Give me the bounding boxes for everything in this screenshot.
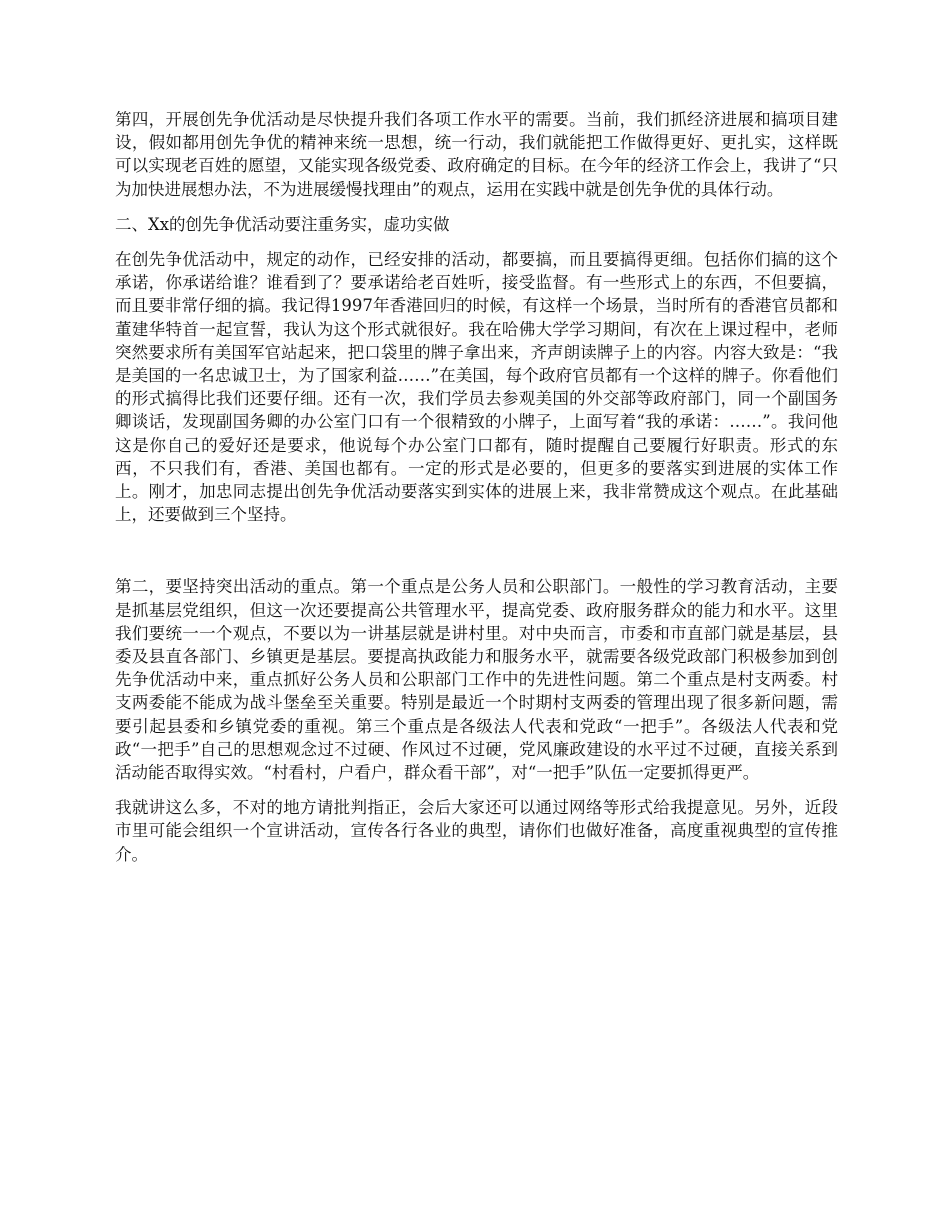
document-body bbox=[115, 108, 838, 866]
section-heading-two: 二、Xx的创先争优活动要注重务实，虚功实做 bbox=[115, 214, 450, 234]
paragraph-second-point: 第二，要坚持突出活动的重点。第一个重点是公务人员和公职部门。一般性的学习教育活动，主要是抓基层党组织，但这一次还要提高公共管理水平，提高党委、政府服务群众的能力和水平。这里我们要统一一个观点，不要以为一讲基层就是讲村里。对中央而言，市委和市直部门就是基层，县委及县直各部门、乡镇更是基层。要提高执政能力和服务水平，就需要各级党政部门积极参加到创先争优活动中来，重点抓好公务人员和公职部门工作中的先进性问题。第二个重点是村支两委。村支两委能不能成为战斗堡垒至关重要。特别是最近一个时期村支两委的管理出现了很多新问题，需要引起县委和乡镇党委的重视。第三个重点是各级法人代表和党政“一把手”。各级法人代表和党政“一把手”自己的思想观念过不过硬、作风过不过硬，党风廉政建设的水平过不过硬，直接关系到活动能否取得实效。“村看村，户看户，群众看干部”，对“一把手”队伍一定要抓得更严。 bbox=[115, 577, 838, 783]
section-spacer bbox=[115, 526, 838, 575]
paragraph-fourth-point: 第四，开展创先争优活动是尽快提升我们各项工作水平的需要。当前，我们抓经济进展和搞项目建设，假如都用创先争优的精神来统一思想，统一行动，我们就能把工作做得更好、更扎实，这样既可以实现老百姓的愿望，又能实现各级党委、政府确定的目标。在今年的经济工作会上，我讲了“只为加快进展想办法，不为进展缓慢找理由”的观点，运用在实践中就是创先争优的具体行动。 bbox=[115, 110, 838, 199]
paragraph-closing: 我就讲这么多，不对的地方请批判指正，会后大家还可以通过网络等形式给我提意见。另外，近段市里可能会组织一个宣讲活动，宣传各行各业的典型，请你们也做好准备，高度重视典型的宣传推介。 bbox=[115, 798, 838, 864]
paragraph-spacer bbox=[115, 784, 838, 796]
paragraph-spacer bbox=[115, 201, 838, 213]
paragraph-spacer bbox=[115, 236, 838, 248]
paragraph-form-and-substance: 在创先争优活动中，规定的动作，已经安排的活动，都要搞，而且要搞得更细。包括你们搞的这个承诺，你承诺给谁？谁看到了？要承诺给老百姓听，接受监督。有一些形式上的东西，不但要搞，而且要非常仔细的搞。我记得1997年香港回归的时候，有这样一个场景，当时所有的香港官员都和董建华特首一起宣誓，我认为这个形式就很好。我在哈佛大学学习期间，有次在上课过程中，老师突然要求所有美国军官站起来，把口袋里的牌子拿出来，齐声朗读牌子上的内容。内容大致是：“我是美国的一名忠诚卫士，为了国家利益……”在美国，每个政府官员都有一个这样的牌子。你看他们的形式搞得比我们还要仔细。还有一次，我们学员去参观美国的外交部等政府部门，同一个副国务卿谈话，发现副国务卿的办公室门口有一个很精致的小牌子，上面写着“我的承诺：……”。我问他这是你自己的爱好还是要求，他说每个办公室门口都有，随时提醒自己要履行好职责。形式的东西，不只我们有，香港、美国也都有。一定的形式是必要的，但更多的要落实到进展的实体工作上。刚才，加忠同志提出创先争优活动要落实到实体的进展上来，我非常赞成这个观点。在此基础上，还要做到三个坚持。 bbox=[115, 250, 838, 525]
